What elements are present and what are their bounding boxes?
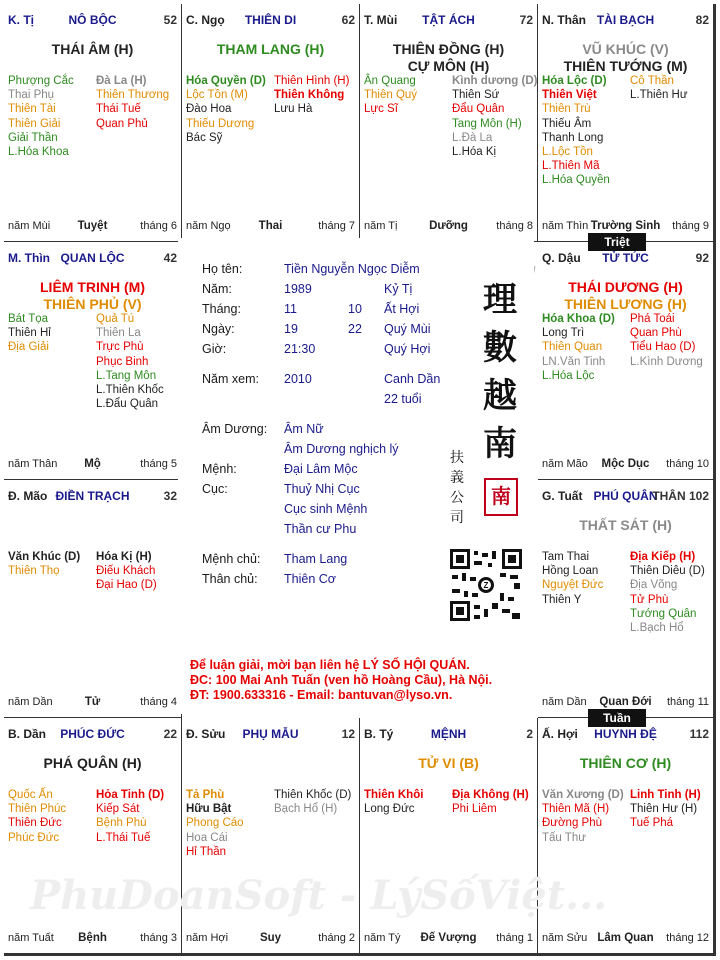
info-row (202, 262, 452, 278)
aux-star: Trực Phù (96, 341, 144, 354)
palace-header (8, 727, 177, 743)
info-row (202, 422, 452, 438)
info-label: Năm xem: (202, 372, 259, 386)
aux-star: Phi Liêm (452, 803, 497, 816)
palace-can-chi: K. Tị (8, 13, 34, 27)
palace-year: năm Thân (8, 458, 58, 470)
palace-year: năm Tuất (8, 932, 54, 944)
palace-stage: Suy (259, 932, 282, 944)
aux-stars-left (8, 74, 74, 159)
main-star: TỬ VI (B) (418, 755, 479, 771)
palace-cell[interactable] (182, 4, 360, 242)
aux-star: Địa Không (H) (452, 789, 529, 801)
info-value: 21:30 (284, 342, 316, 356)
palace-year: năm Mão (542, 458, 588, 470)
aux-star: Phượng Cắc (8, 75, 74, 87)
palace-header (8, 251, 177, 267)
palace-name: PHÚC ĐỨC (60, 727, 125, 741)
aux-star: Long Trì (542, 327, 585, 340)
center-info-panel (178, 238, 534, 714)
info-row (202, 482, 452, 498)
aux-star: Thiên Hình (H) (274, 75, 350, 87)
contact-info: Để luận giải, mời bạn liên hệ LÝ SỐ HỘI QUÁN. ĐC: 100 Mai Anh Tuấn (ven hồ Hoàng Cầu), Hà Nội. ĐT: 1900.633316 - Email: bantuvan@lyso.vn. (190, 658, 493, 702)
palace-footer (542, 696, 709, 710)
aux-stars-left (8, 550, 80, 578)
aux-stars-left (186, 74, 266, 145)
aux-stars-left (542, 550, 603, 607)
aux-star: Thiên Giải (8, 117, 61, 130)
aux-star: Thiên Khốc (D) (274, 789, 352, 801)
palace-age: 32 (163, 489, 177, 503)
aux-stars-left (542, 788, 624, 845)
palace-stage: Quan Đới (599, 696, 652, 708)
aux-stars-right (452, 74, 537, 159)
info-row (202, 462, 452, 478)
palace-year: năm Ngọ (186, 220, 231, 232)
aux-stars-right (274, 788, 351, 816)
info-row (202, 372, 452, 388)
triet-marker: Triệt (588, 233, 646, 251)
main-star: THIÊN CƠ (H) (579, 755, 672, 771)
palace-month: tháng 8 (496, 220, 533, 232)
aux-star: Quốc Ấn (8, 789, 53, 801)
aux-star: Thái Tuế (96, 103, 141, 116)
aux-star: Cô Thần (630, 75, 674, 87)
info-label: Mệnh chủ: (202, 552, 261, 566)
info-label: Họ tên: (202, 262, 243, 276)
palace-header (364, 13, 533, 29)
palace-name: MỆNH (430, 727, 467, 741)
aux-star: Bạch Hổ (H) (274, 803, 338, 816)
qr-code[interactable] (450, 549, 522, 621)
palace-stage: Mộ (84, 458, 101, 470)
palace-cell[interactable] (360, 4, 538, 242)
aux-star: Tả Phù (186, 789, 225, 801)
aux-star: Đẩu Quân (452, 103, 505, 116)
aux-star: Quả Tú (96, 313, 135, 325)
aux-star: Kiếp Sát (96, 803, 140, 816)
aux-stars-left (364, 74, 417, 117)
aux-star: Lưu Hà (274, 103, 313, 116)
main-star: THIÊN PHỦ (V) (43, 296, 142, 312)
palace-header (364, 727, 533, 743)
small-chars: 扶 義 公 司 (450, 450, 464, 526)
aux-stars-left (8, 788, 66, 845)
aux-star: Văn Xương (D) (542, 789, 624, 801)
aux-stars-right (274, 74, 349, 117)
info-label: Âm Dương: (202, 422, 268, 436)
palace-stage: Tử (84, 696, 101, 708)
palace-age: 62 (341, 13, 355, 27)
palace-age: 72 (519, 13, 533, 27)
aux-star: Giải Thần (8, 131, 58, 144)
aux-star: L.Kình Dương (630, 355, 703, 368)
palace-age: 12 (341, 727, 355, 741)
aux-star: L.Lộc Tồn (542, 145, 593, 158)
aux-star: Thiên Quan (542, 341, 603, 354)
info-can-chi: Quý Hợi (384, 342, 431, 356)
aux-star: Thiên Mã (H) (542, 803, 610, 816)
aux-stars-right (96, 550, 157, 593)
info-label: Tháng: (202, 302, 241, 316)
aux-star: Nguyệt Đức (542, 579, 604, 592)
aux-star: Hồng Loan (542, 565, 599, 578)
info-value: Đại Lâm Mộc (284, 462, 358, 476)
aux-stars-right (96, 74, 169, 131)
palace-footer (186, 932, 355, 946)
aux-star: L.Tang Môn (96, 369, 157, 382)
palace-header (186, 727, 355, 743)
info-can-chi: Kỷ Tị (384, 282, 413, 296)
aux-star: Hữu Bật (186, 803, 232, 816)
palace-stage: Lâm Quan (597, 932, 654, 944)
aux-stars-right (630, 788, 701, 831)
aux-star: Tuế Phá (630, 817, 674, 830)
aux-star: L.Thiên Hư (630, 89, 688, 102)
aux-stars-right (96, 788, 164, 845)
palace-name: TỬ TỨC (602, 251, 649, 265)
aux-star: Bệnh Phù (96, 817, 147, 830)
palace-can-chi: N. Thân (542, 13, 586, 27)
aux-stars-left (8, 312, 51, 355)
info-can-chi: 22 tuổi (384, 392, 422, 406)
aux-stars-right (630, 550, 705, 635)
aux-star: L.Đẩu Quân (96, 398, 159, 411)
palace-can-chi: M. Thìn (8, 251, 50, 265)
palace-footer (542, 932, 709, 946)
aux-star: Tiểu Hao (D) (630, 341, 696, 354)
calligraphy: 理 數 越 南 (483, 280, 517, 464)
info-label: Cục: (202, 482, 228, 496)
aux-star: Thiên Quý (364, 89, 418, 102)
main-star: LIÊM TRINH (M) (40, 279, 145, 295)
aux-star: Thiên Thọ (8, 565, 60, 578)
aux-star: Hỉ Thần (186, 845, 227, 858)
aux-star: Tang Môn (H) (452, 117, 522, 130)
info-can-chi: Ất Hợi (384, 302, 420, 316)
palace-stage: Mộc Dục (601, 458, 650, 470)
info-row (202, 442, 452, 458)
palace-month: tháng 9 (672, 220, 709, 232)
aux-stars-left (542, 312, 615, 383)
palace-name: NÔ BỘC (68, 13, 117, 27)
aux-star: L.Thái Tuế (96, 831, 151, 844)
palace-stage: Tuyệt (77, 220, 108, 232)
palace-header (542, 489, 709, 505)
aux-star: Thiên Diêu (D) (630, 565, 705, 578)
aux-star: Lực Sĩ (364, 103, 398, 116)
main-star: THẤT SÁT (H) (579, 517, 672, 533)
palace-month: tháng 4 (140, 696, 177, 708)
palace-header (542, 251, 709, 267)
palace-footer (8, 696, 177, 710)
info-row (202, 342, 452, 358)
contact-phone-email[interactable]: ĐT: 1900.633316 - Email: bantuvan@lyso.vn. (190, 688, 453, 702)
palace-stage: Trường Sinh (590, 220, 661, 232)
info-value: 1989 (284, 282, 312, 296)
info-value: Cục sinh Mệnh (284, 502, 368, 516)
palace-header (542, 13, 709, 29)
palace-can-chi: Đ. Sửu (186, 727, 226, 741)
aux-star: Phúc Đức (8, 831, 60, 844)
palace-year: năm Dần (8, 696, 53, 708)
palace-name: QUAN LỘC (60, 251, 125, 265)
info-row (202, 282, 452, 298)
palace-footer (364, 932, 533, 946)
aux-star: Đào Hoa (186, 103, 232, 116)
palace-month: tháng 12 (666, 932, 709, 944)
palace-cell[interactable] (4, 4, 182, 242)
info-value: Âm Nữ (284, 422, 324, 436)
aux-star: Thiếu Dương (186, 117, 255, 130)
palace-year: năm Sửu (542, 932, 588, 944)
aux-star: Hóa Kị (H) (96, 551, 152, 563)
palace-header (186, 13, 355, 29)
palace-age: 92 (695, 251, 709, 265)
palace-can-chi: Đ. Mão (8, 489, 48, 503)
palace-month: tháng 5 (140, 458, 177, 470)
aux-star: LN.Văn Tinh (542, 355, 606, 368)
info-row (202, 552, 452, 568)
palace-year: năm Tị (364, 220, 398, 232)
palace-footer (364, 220, 533, 234)
aux-star: L.Đà La (452, 131, 493, 144)
info-value: 11 (284, 302, 297, 316)
aux-stars-left (542, 74, 610, 188)
info-row (202, 522, 452, 538)
aux-star: Đà La (H) (96, 75, 147, 87)
info-label: Mệnh: (202, 462, 237, 476)
palace-month: tháng 10 (666, 458, 709, 470)
watermark: PhuDoanSoft - LýSốViệt... (30, 872, 608, 919)
aux-star: L.Thiên Mã (542, 160, 600, 173)
palace-year: năm Dần (542, 696, 587, 708)
aux-star: Thiên Phúc (8, 803, 67, 816)
palace-can-chi: C. Ngọ (186, 13, 225, 27)
aux-star: Phục Binh (96, 355, 149, 368)
aux-star: L.Hóa Quyền (542, 174, 610, 187)
palace-can-chi: T. Mùi (364, 13, 398, 27)
aux-star: Thiên Thương (96, 89, 170, 102)
aux-star: Thanh Long (542, 131, 604, 144)
aux-star: Linh Tinh (H) (630, 789, 701, 801)
info-can-chi: Quý Mùi (384, 322, 431, 336)
info-row (202, 392, 452, 408)
main-star: THIÊN ĐỒNG (H) (392, 41, 505, 57)
aux-star: L.Hóa Lộc (542, 369, 595, 382)
palace-can-chi: G. Tuất (542, 489, 583, 503)
palace-name: PHỤ MẪU (242, 727, 299, 741)
aux-star: Thiên Không (274, 89, 345, 102)
palace-can-chi: Q. Dậu (542, 251, 581, 265)
aux-star: Thiên La (96, 327, 141, 340)
palace-age: 82 (695, 13, 709, 27)
palace-year: năm Mùi (8, 220, 51, 232)
aux-star: Thiếu Âm (542, 117, 592, 130)
tuan-marker: Tuần (588, 709, 646, 727)
palace-age: 42 (163, 251, 177, 265)
palace-can-chi: Ấ. Hợi (542, 727, 578, 741)
palace-name: TẬT ÁCH (422, 13, 475, 27)
info-value: 19 (284, 322, 298, 336)
info-can-chi: Canh Dần (384, 372, 441, 386)
red-seal: 南 (484, 478, 518, 516)
aux-stars-right (630, 74, 688, 102)
aux-star: Thiên Hỉ (8, 327, 51, 340)
info-value: Thuỷ Nhị Cục (284, 482, 360, 496)
aux-star: Tướng Quân (630, 607, 697, 620)
palace-year: năm Hợi (186, 932, 229, 944)
info-label: Ngày: (202, 322, 235, 336)
palace-month: tháng 6 (140, 220, 177, 232)
main-star: THIÊN LƯƠNG (H) (564, 296, 687, 312)
aux-star: Tấu Thư (542, 831, 586, 844)
aux-star: Thiên Y (542, 593, 582, 606)
palace-footer (186, 220, 355, 234)
palace-stage: Đế Vượng (420, 932, 477, 944)
aux-star: Phong Cáo (186, 817, 244, 830)
aux-star: Đại Hao (D) (96, 579, 157, 592)
palace-month: tháng 11 (666, 696, 709, 708)
aux-star: Phá Toái (630, 313, 675, 325)
aux-stars-left (186, 788, 244, 859)
palace-age: 112 (689, 727, 709, 741)
palace-header (8, 13, 177, 29)
main-star: THÁI DƯƠNG (H) (568, 279, 683, 295)
palace-name: ĐIỀN TRẠCH (55, 489, 130, 503)
aux-star: Thiên Việt (542, 89, 597, 102)
palace-age: 2 (526, 727, 533, 741)
info-value-2: 22 (348, 322, 362, 336)
aux-star: L.Thiên Khốc (96, 383, 164, 396)
aux-star: Hóa Khoa (D) (542, 313, 615, 325)
aux-star: Thiên Trù (542, 103, 591, 116)
aux-star: Long Đức (364, 803, 415, 816)
info-label: Giờ: (202, 342, 227, 356)
info-value: Thần cư Phu (284, 522, 357, 536)
aux-star: Thiên Hư (H) (630, 803, 698, 816)
aux-star: Hoa Cái (186, 831, 228, 844)
palace-month: tháng 7 (318, 220, 355, 232)
aux-star: Thai Phụ (8, 89, 55, 102)
palace-year: năm Thìn (542, 220, 589, 232)
aux-star: Tử Phù (630, 593, 669, 606)
palace-name: THIÊN DI (244, 13, 297, 27)
info-row (202, 572, 452, 588)
aux-star: Hóa Quyền (D) (186, 75, 266, 87)
aux-star: Bát Tọa (8, 313, 49, 325)
palace-stage: Bệnh (78, 932, 107, 944)
info-value: Âm Dương nghịch lý (284, 442, 399, 456)
palace-age: 52 (163, 13, 177, 27)
aux-star: Địa Kiếp (H) (630, 551, 696, 563)
palace-cell[interactable] (538, 480, 714, 718)
aux-star: Bác Sỹ (186, 131, 223, 144)
aux-star: L.Hóa Kị (452, 145, 497, 158)
palace-header (542, 727, 709, 743)
aux-star: Văn Khúc (D) (8, 551, 81, 563)
aux-star: Thiên Tài (8, 103, 56, 116)
aux-star: Ân Quang (364, 75, 416, 87)
palace-cell[interactable] (538, 242, 714, 480)
info-row (202, 502, 452, 518)
aux-star: Thiên Sứ (452, 89, 500, 102)
main-star: CỰ MÔN (H) (407, 58, 490, 74)
info-value-2: 10 (348, 302, 362, 316)
palace-stage: Thai (258, 220, 283, 232)
palace-age: 22 (163, 727, 177, 741)
info-value: Tiền Nguyễn Ngọc Diễm (284, 262, 420, 276)
palace-name: HUYNH ĐỆ (594, 727, 657, 741)
aux-star: L.Hóa Khoa (8, 145, 69, 158)
main-star: THÁI ÂM (H) (51, 41, 134, 57)
info-label: Thân chủ: (202, 572, 258, 586)
aux-star: Thiên Đức (8, 817, 62, 830)
palace-footer (542, 458, 709, 472)
info-value: Thiên Cơ (284, 572, 336, 586)
palace-footer (8, 220, 177, 234)
palace-cell[interactable] (4, 480, 182, 718)
palace-name: TÀI BẠCH (596, 13, 655, 27)
info-value: Tham Lang (284, 552, 348, 566)
aux-star: Quan Phủ (96, 117, 148, 130)
palace-header (8, 489, 177, 505)
main-star: PHÁ QUÂN (H) (43, 755, 142, 771)
palace-month: tháng 3 (140, 932, 177, 944)
main-star: THAM LANG (H) (216, 41, 325, 57)
palace-month: tháng 1 (496, 932, 533, 944)
palace-footer (8, 932, 177, 946)
palace-cell[interactable] (4, 242, 182, 480)
aux-star: Đường Phù (542, 817, 602, 830)
info-row (202, 322, 452, 338)
palace-age: THÂN 102 (652, 489, 709, 503)
aux-star: Hóa Lộc (D) (542, 75, 607, 87)
palace-cell[interactable] (538, 4, 714, 242)
main-star: VŨ KHÚC (V) (582, 41, 669, 57)
palace-stage: Dưỡng (429, 220, 468, 232)
palace-month: tháng 2 (318, 932, 355, 944)
palace-can-chi: B. Dần (8, 727, 47, 741)
main-star: THIÊN TƯỚNG (M) (563, 58, 688, 74)
aux-star: Hỏa Tinh (D) (96, 789, 165, 801)
aux-star: Địa Võng (630, 579, 678, 592)
qr-icon (450, 549, 522, 621)
palace-can-chi: B. Tý (364, 727, 394, 741)
aux-star: Quan Phù (630, 327, 682, 340)
aux-stars-right (452, 788, 529, 816)
aux-star: Tam Thai (542, 551, 590, 563)
palace-footer (542, 220, 709, 234)
info-row (202, 302, 452, 318)
aux-star: Lộc Tồn (M) (186, 89, 248, 102)
aux-star: Thiên Khôi (364, 789, 424, 801)
aux-star: Địa Giải (8, 341, 49, 354)
palace-year: năm Tý (364, 932, 401, 944)
aux-stars-left (364, 788, 423, 816)
aux-stars-right (96, 312, 164, 411)
aux-star: Điếu Khách (96, 565, 156, 578)
svg-text:Z: Z (483, 581, 489, 590)
info-label: Năm: (202, 282, 232, 296)
aux-star: L.Bạch Hổ (630, 621, 684, 634)
info-value: 2010 (284, 372, 312, 386)
palace-name: PHÚ QUÂN (593, 489, 658, 503)
aux-star: Kình dương (D) (452, 75, 538, 87)
aux-stars-right (630, 312, 703, 369)
palace-footer (8, 458, 177, 472)
